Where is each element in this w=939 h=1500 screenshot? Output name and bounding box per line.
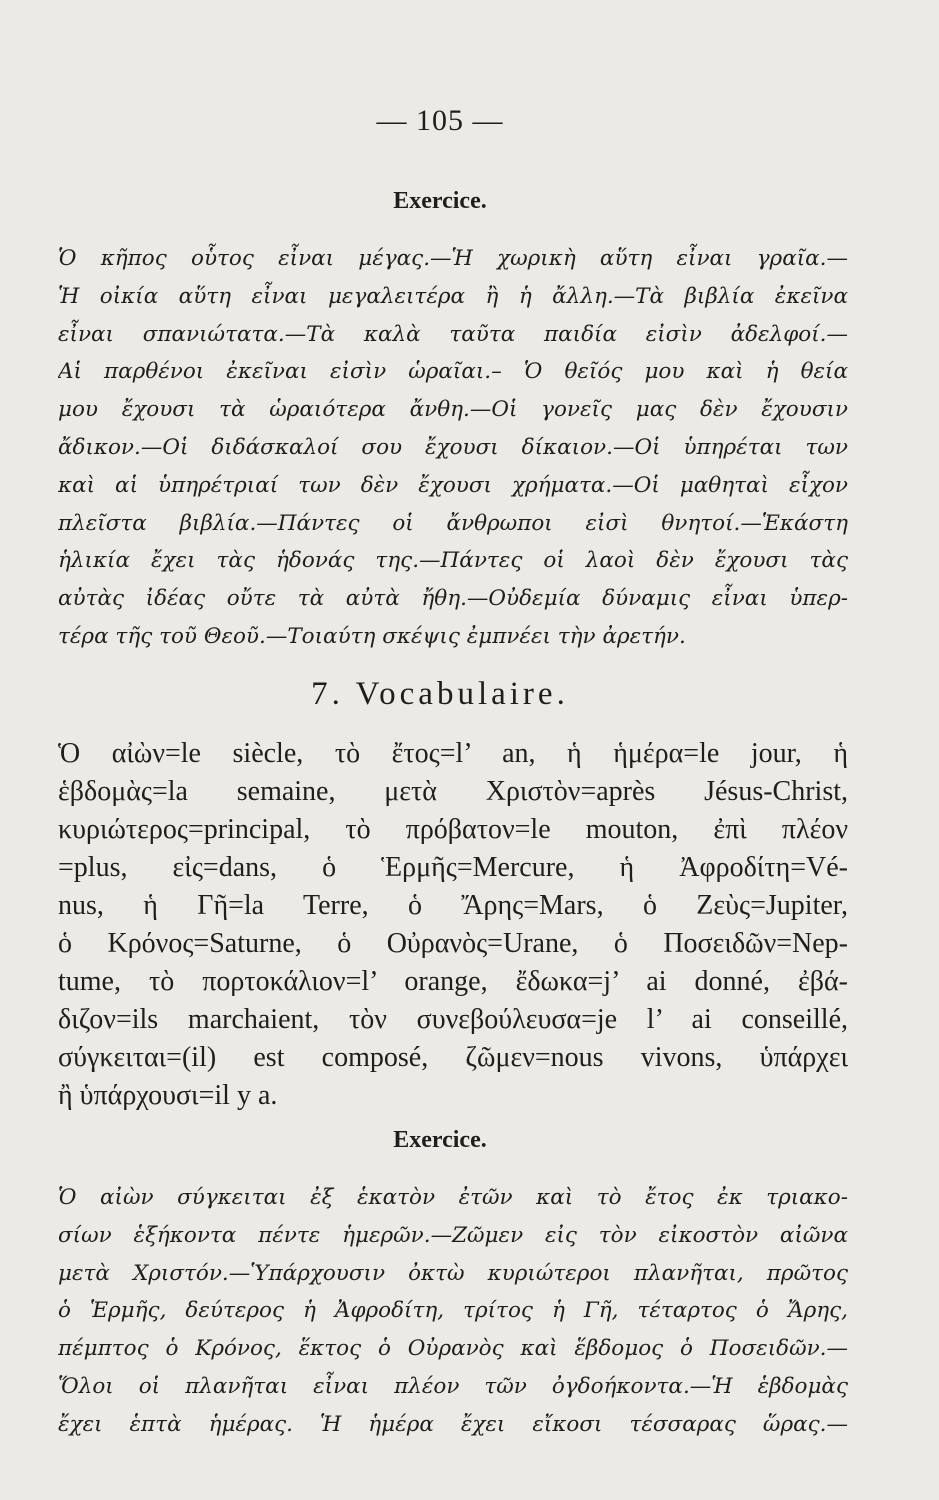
text-line: nus, ἡ Γῆ=la Terre, ὁ Ἄρης=Mars, ὁ Ζεὺς=Jupiter, (58, 890, 848, 921)
text-line: ἄδικον.—Οἱ διδάσκαλοί σου ἔχουσι δίκαιον.—Οἱ ὑπηρέται των (58, 434, 848, 460)
text-line: διζον=ils marchaient, τὸν συνεβούλευσα=je l’ ai conseillé, (58, 1004, 848, 1035)
text-line: ἑβδομὰς=la semaine, μετὰ Χριστὸν=après Jésus-Christ, (58, 776, 848, 807)
text-line: κυριώτερος=principal, τὸ πρόβατον=le mouton, ἐπὶ πλέον (58, 814, 848, 845)
text-line: Ὅλοι οἱ πλανῆται εἶναι πλέον τῶν ὀγδοήκοντα.—Ἡ ἑβδομὰς (58, 1373, 848, 1399)
text-line: tume, τὸ πορτοκάλιον=l’ orange, ἔδωκα=j’ ai donné, ἐβά- (58, 966, 848, 997)
text-line: εἶναι σπανιώτατα.—Τὰ καλὰ ταῦτα παιδία εἰσὶν ἀδελφοί.— (58, 321, 848, 347)
text-line: Ὁ αἰὼν=le siècle, τὸ ἔτος=l’ an, ἡ ἡμέρα=le jour, ἡ (58, 738, 848, 769)
text-line: σίων ἑξήκοντα πέντε ἡμερῶν.—Ζῶμεν εἰς τὸν εἰκοστὸν αἰῶνα (58, 1222, 848, 1248)
text-line: =plus, εἰς=dans, ὁ Ἑρμῆς=Mercure, ἡ Ἀφροδίτη=Vé- (58, 852, 848, 883)
text-line: ἡλικία ἔχει τὰς ἡδονάς της.—Πάντες οἱ λαοὶ δὲν ἔχουσι τὰς (58, 548, 848, 574)
text-line: μετὰ Χριστόν.—Ὑπάρχουσιν ὀκτὼ κυριώτεροι πλανῆται, πρῶτος (58, 1260, 848, 1286)
text-line: ἢ ὑπάρχουσι=il y a. (58, 1080, 278, 1111)
text-line: ὁ Ἑρμῆς, δεύτερος ἡ Ἀφροδίτη, τρίτος ἡ Γῆ, τέταρτος ὁ Ἄρης, (58, 1298, 848, 1324)
text-line: πέμπτος ὁ Κρόνος, ἕκτος ὁ Οὐρανὸς καὶ ἕβδομος ὁ Ποσειδῶν.— (58, 1336, 848, 1362)
exercise-heading: Exercice. (393, 1127, 487, 1153)
text-line: Αἱ παρθένοι ἐκεῖναι εἰσὶν ὡραῖαι.– Ὁ θεῖός μου καὶ ἡ θεία (58, 359, 848, 385)
exercise-heading: Exercice. (393, 188, 487, 214)
page-number: — 105 — (376, 104, 504, 137)
text-line: Ἡ οἰκία αὕτη εἶναι μεγαλειτέρα ἢ ἡ ἄλλη.—Τὰ βιβλία ἐκεῖνα (58, 283, 848, 309)
text-line: σύγκειται=(il) est composé, ζῶμεν=nous vivons, ὑπάρχει (58, 1042, 848, 1073)
text-line: Ὁ αἰὼν σύγκειται ἐξ ἑκατὸν ἐτῶν καὶ τὸ ἔτος ἐκ τριακο- (58, 1185, 848, 1210)
exercise-text (58, 240, 848, 656)
vocabulary-heading: 7. Vocabulaire. (311, 676, 569, 712)
text-line: μου ἔχουσι τὰ ὡραιότερα ἄνθη.—Οἱ γονεῖς μας δὲν ἔχουσιν (58, 397, 848, 423)
exercise-text (58, 1179, 848, 1444)
text-line: Ὁ κῆπος οὗτος εἶναι μέγας.—Ἡ χωρικὴ αὕτη εἶναι γραῖα.— (58, 246, 848, 271)
vocabulary-text (58, 735, 848, 1115)
text-line: ἔχει ἑπτὰ ἡμέρας. Ἡ ἡμέρα ἔχει εἴκοσι τέσσαρας ὥρας.— (58, 1411, 848, 1437)
text-line: τέρα τῆς τοῦ Θεοῦ.—Τοιαύτη σκέψις ἐμπνέει τὴν ἀρετήν. (58, 623, 686, 649)
text-line: καὶ αἱ ὑπηρέτριαί των δὲν ἔχουσι χρήματα.—Οἱ μαθηταὶ εἶχον (58, 472, 848, 498)
text-line: ὁ Κρόνος=Saturne, ὁ Οὐρανὸς=Urane, ὁ Ποσειδῶν=Nep- (58, 928, 848, 959)
text-line: πλεῖστα βιβλία.—Πάντες οἱ ἄνθρωποι εἰσὶ θνητοί.—Ἑκάστη (58, 510, 848, 536)
text-line: αὐτὰς ἰδέας οὔτε τὰ αὐτὰ ἤθη.—Οὐδεμία δύναμις εἶναι ὑπερ- (58, 586, 848, 612)
